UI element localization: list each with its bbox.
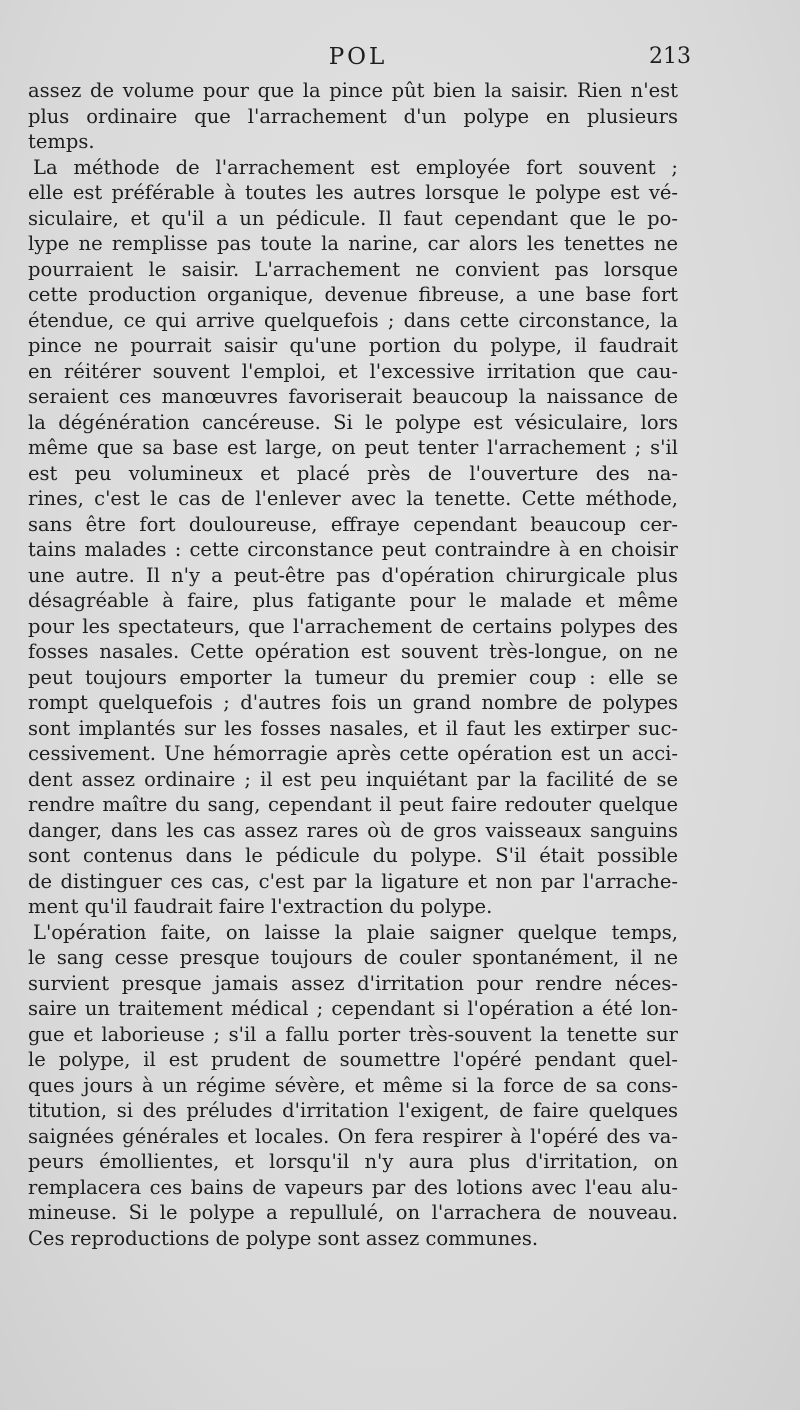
text-line: rines, c'est le cas de l'enlever avec la tenette. Cette méthode, xyxy=(28,487,678,510)
text-line: rendre maître du sang, cependant il peut faire redouter quelque xyxy=(28,793,678,816)
text-line: assez de volume pour que la pince pût bien la saisir. Rien n'est xyxy=(28,79,678,102)
text-line: est peu volumineux et placé près de l'ouverture des na- xyxy=(28,461,678,485)
text-line: de distinguer ces cas, c'est par la ligature et non par l'arrache- xyxy=(28,869,678,893)
text-line: même que sa base est large, on peut tenter l'arrachement ; s'il xyxy=(28,436,678,459)
text-line: seraient ces manœuvres favoriserait beaucoup la naissance de xyxy=(28,385,678,408)
text-line: Ces reproductions de polype sont assez communes. xyxy=(28,1226,539,1250)
running-title: POL xyxy=(328,44,388,70)
text-line: peurs émollientes, et lorsqu'il n'y aura plus d'irritation, on xyxy=(28,1150,678,1173)
text-line: une autre. Il n'y a peut-être pas d'opération chirurgicale plus xyxy=(28,563,678,587)
text-line: dent assez ordinaire ; il est peu inquiétant par la facilité de se xyxy=(28,767,678,791)
running-header xyxy=(28,44,691,78)
text-line: saignées générales et locales. On fera respirer à l'opéré des va- xyxy=(28,1124,678,1148)
text-line: plus ordinaire que l'arrachement d'un polype en plusieurs xyxy=(28,104,678,128)
text-line: tains malades : cette circonstance peut contraindre à en choisir xyxy=(28,538,678,561)
text-line: sont implantés sur les fosses nasales, et il faut les extirper suc- xyxy=(28,716,678,740)
text-line: en réitérer souvent l'emploi, et l'excessive irritation que cau- xyxy=(28,359,678,383)
text-line: saire un traitement médical ; cependant si l'opération a été lon- xyxy=(28,997,678,1020)
text-line: le sang cesse presque toujours de couler spontanément, il ne xyxy=(28,946,678,969)
text-line: cessivement. Une hémorragie après cette opération est un acci- xyxy=(28,742,678,765)
text-line: cette production organique, devenue fibreuse, a une base fort xyxy=(28,283,678,306)
paragraph-first-line: La méthode de l'arrachement est employée fort souvent ; xyxy=(33,155,678,179)
text-line: titution, si des préludes d'irritation l'exigent, de faire quelques xyxy=(28,1099,678,1122)
body-text xyxy=(28,78,678,1251)
text-line: étendue, ce qui arrive quelquefois ; dans cette circonstance, la xyxy=(28,308,678,332)
text-line: pourraient le saisir. L'arrachement ne convient pas lorsque xyxy=(28,257,678,281)
text-line: danger, dans les cas assez rares où de gros vaisseaux sanguins xyxy=(28,818,678,842)
text-line: remplacera ces bains de vapeurs par des lotions avec l'eau alu- xyxy=(28,1175,678,1199)
text-line: elle est préférable à toutes les autres lorsque le polype est vé- xyxy=(28,181,678,204)
text-line: temps. xyxy=(28,130,95,153)
text-line: peut toujours emporter la tumeur du premier coup : elle se xyxy=(28,665,678,689)
text-line: fosses nasales. Cette opération est souvent très-longue, on ne xyxy=(28,640,678,663)
text-line: mineuse. Si le polype a repullulé, on l'arrachera de nouveau. xyxy=(28,1201,678,1224)
text-line: le polype, il est prudent de soumettre l'opéré pendant quel- xyxy=(28,1048,678,1071)
paragraph-first-line: L'opération faite, on laisse la plaie saigner quelque temps, xyxy=(33,920,678,944)
text-line: rompt quelquefois ; d'autres fois un grand nombre de polypes xyxy=(28,691,678,714)
text-line: ment qu'il faudrait faire l'extraction du polype. xyxy=(28,895,493,918)
text-line: lype ne remplisse pas toute la narine, car alors les tenettes ne xyxy=(28,232,678,255)
text-line: ques jours à un régime sévère, et même si la force de sa cons- xyxy=(28,1073,678,1097)
text-line: survient presque jamais assez d'irritation pour rendre néces- xyxy=(28,971,678,995)
text-line: la dégénération cancéreuse. Si le polype est vésiculaire, lors xyxy=(28,410,678,434)
text-line: sont contenus dans le pédicule du polype. S'il était possible xyxy=(28,844,678,867)
text-line: pince ne pourrait saisir qu'une portion du polype, il faudrait xyxy=(28,334,678,357)
page-number: 213 xyxy=(649,44,691,69)
text-line: siculaire, et qu'il a un pédicule. Il faut cependant que le po- xyxy=(28,206,678,230)
text-line: désagréable à faire, plus fatigante pour le malade et même xyxy=(28,589,678,612)
text-line: pour les spectateurs, que l'arrachement de certains polypes des xyxy=(28,614,678,638)
text-line: gue et laborieuse ; s'il a fallu porter très-souvent la tenette sur xyxy=(28,1022,678,1046)
text-line: sans être fort douloureuse, effraye cependant beaucoup cer- xyxy=(28,512,678,536)
